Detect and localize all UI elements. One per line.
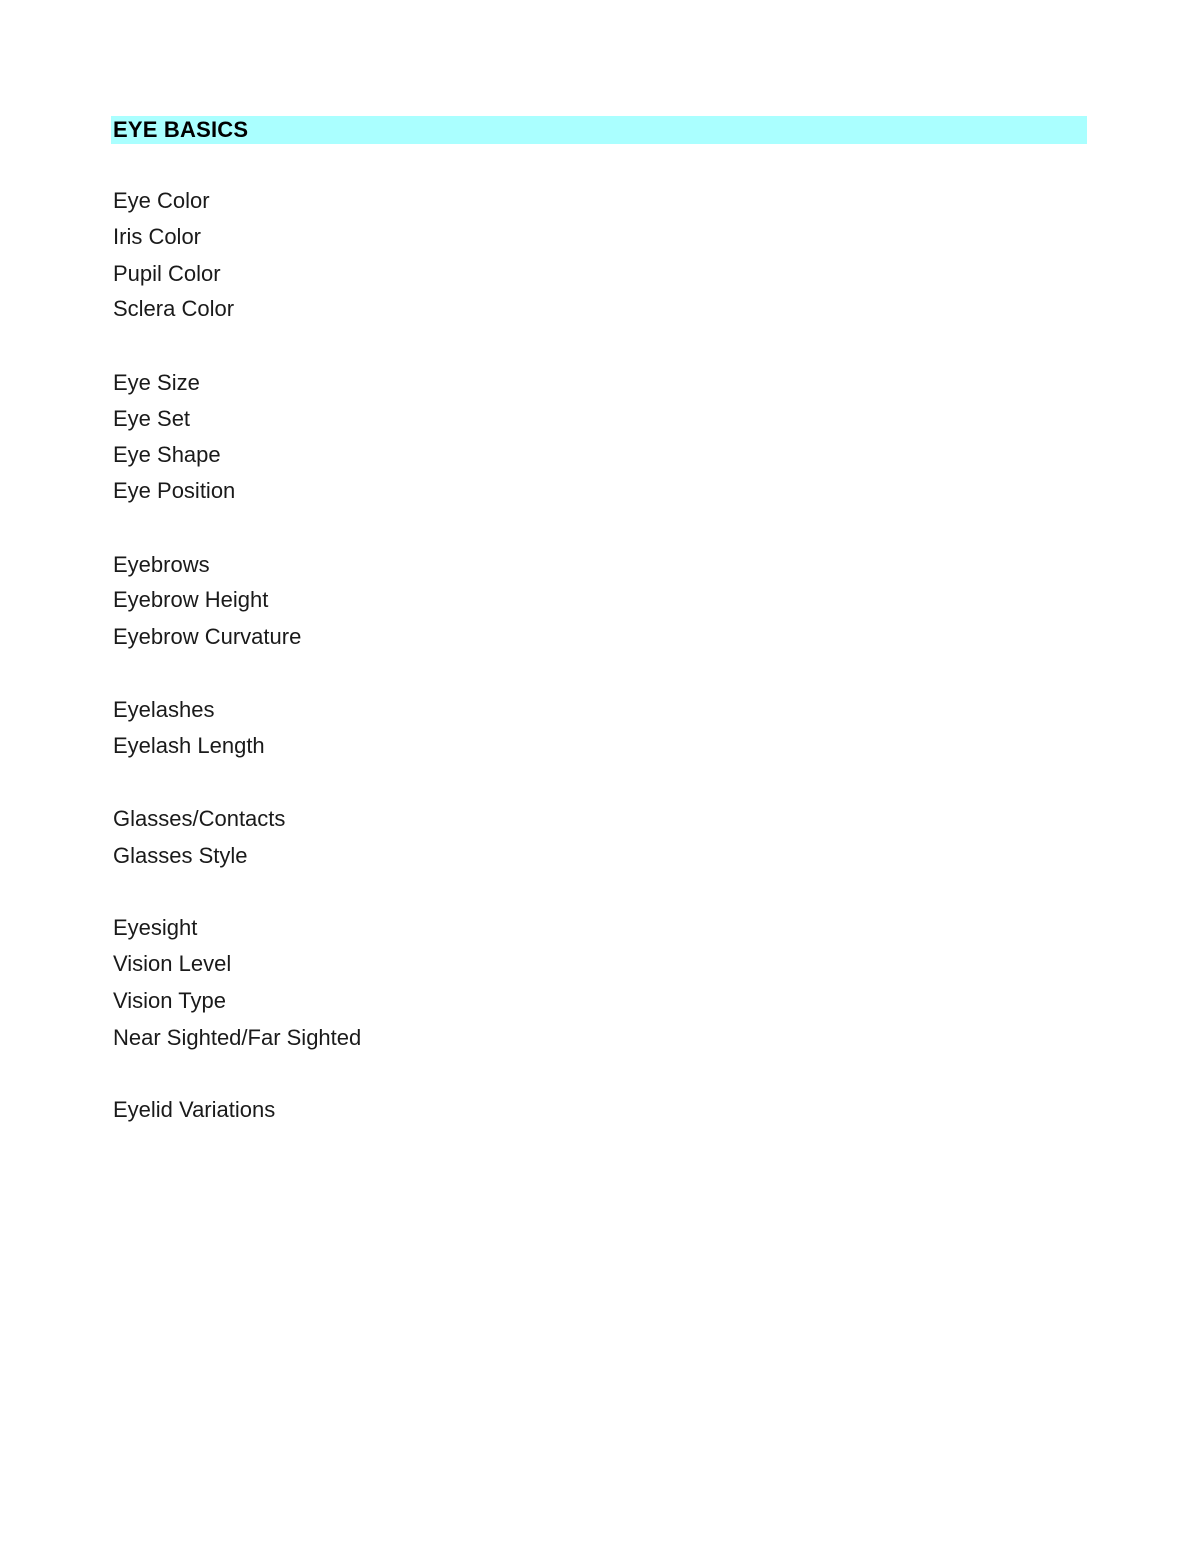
section-title: EYE BASICS: [113, 117, 249, 142]
list-item-eyelid-variations: Eyelid Variations: [113, 1097, 276, 1122]
list-item-eyelashes: Eyelashes: [113, 697, 215, 722]
list-item-near-far-sighted: Near Sighted/Far Sighted: [113, 1025, 362, 1050]
list-item-glasses-style: Glasses Style: [113, 843, 248, 868]
section-header-band: [111, 116, 1087, 144]
list-item-glasses-contacts: Glasses/Contacts: [113, 806, 286, 831]
list-item-iris-color: Iris Color: [113, 224, 202, 249]
list-item-vision-level: Vision Level: [113, 951, 232, 976]
list-item-eye-shape: Eye Shape: [113, 442, 221, 467]
list-item-eye-size: Eye Size: [113, 370, 200, 395]
list-item-vision-type: Vision Type: [113, 988, 226, 1013]
list-item-eyelash-length: Eyelash Length: [113, 733, 265, 758]
list-item-eye-position: Eye Position: [113, 478, 236, 503]
list-item-pupil-color: Pupil Color: [113, 261, 221, 286]
list-item-eyebrow-curvature: Eyebrow Curvature: [113, 624, 302, 649]
list-item-eye-color: Eye Color: [113, 188, 210, 213]
list-item-eyebrow-height: Eyebrow Height: [113, 587, 269, 612]
list-item-eyesight: Eyesight: [113, 915, 198, 940]
list-item-sclera-color: Sclera Color: [113, 296, 235, 321]
list-item-eye-set: Eye Set: [113, 406, 191, 431]
list-item-eyebrows: Eyebrows: [113, 552, 210, 577]
